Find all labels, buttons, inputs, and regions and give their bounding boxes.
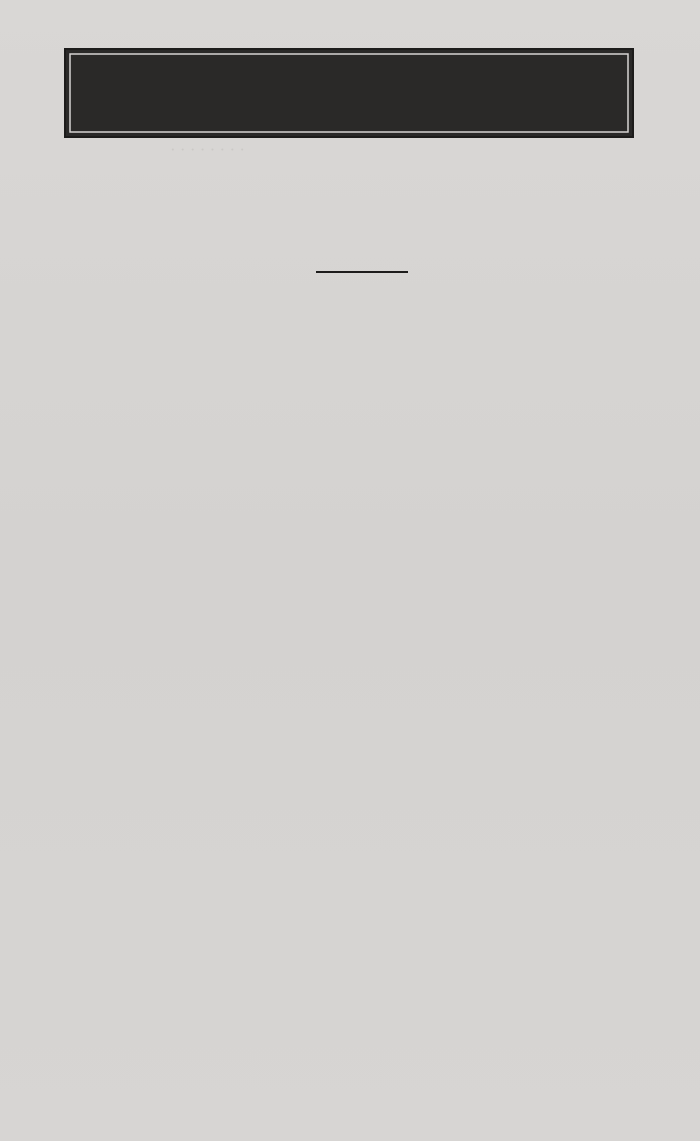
celtic-knot-ornament bbox=[64, 48, 634, 138]
bleed-through-text: · · · · · · · · bbox=[170, 140, 246, 159]
title-rule bbox=[316, 271, 408, 273]
